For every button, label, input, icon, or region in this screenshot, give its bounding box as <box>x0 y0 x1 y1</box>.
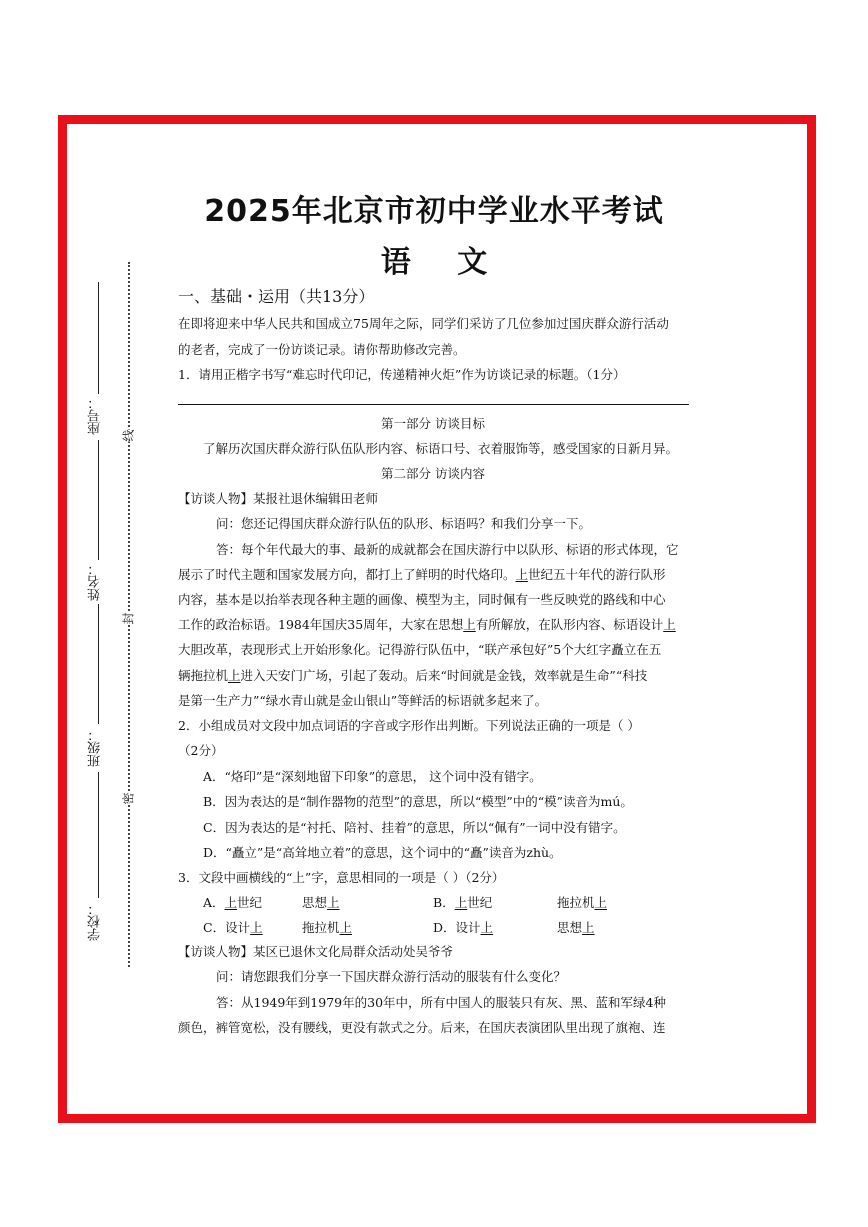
name-blank <box>98 440 99 560</box>
class-blank <box>98 604 99 724</box>
q3-option-c-2: 拖拉机上 <box>302 920 353 935</box>
q2-option-b: B．因为表达的是“制作器物的范型”的意思，所以“模型”中的“模”读音为mú。 <box>203 794 633 809</box>
seat-number-label: 座号： <box>88 396 103 435</box>
interviewee-2: 【访谈人物】某区已退休文化局群众活动处吴爷爷 <box>178 944 454 959</box>
answer-text-1-line5: 大胆改革，表现形式上开始形象化。记得游行队伍中，“联产承包好”5个大红字矗立在五 <box>178 642 662 657</box>
interviewee-1: 【访谈人物】某报社退休编辑田老师 <box>178 491 379 506</box>
q3-option-c: C．设计上 <box>203 920 263 935</box>
school-label: 学校： <box>88 902 103 941</box>
intro-text: 在即将迎来中华人民共和国成立75周年之际，同学们采访了几位参加过国庆群众游行活动 <box>178 316 669 331</box>
q3-option-a: A．上世纪 <box>203 895 263 910</box>
q3-option-d-2: 思想上 <box>557 920 595 935</box>
answer-text-1-line2: 展示了时代主题和国家发展方向，都打上了鲜明的时代烙印。上世纪五十年代的游行队形 <box>178 567 666 582</box>
name-label: 姓名： <box>88 562 103 601</box>
exam-title: 2025年北京市初中学业水平考试 <box>204 194 664 229</box>
question-text-2: 问：请您跟我们分享一下国庆群众游行活动的服装有什么变化？ <box>216 969 567 984</box>
q3-option-b-2: 拖拉机上 <box>557 895 608 910</box>
answer-text-1-line3: 内容，基本是以抬举表现各种主题的画像、模型为主，同时佩有一些反映党的路线和中心 <box>178 592 666 607</box>
q2-option-d: D．“矗立”是“高耸地立着”的意思，这个词中的“矗”读音为zhù。 <box>203 845 562 860</box>
q3-option-a-2: 思想上 <box>302 895 340 910</box>
seal-mark-seal: 封 <box>118 612 139 624</box>
question-1: 1．请用正楷字书写“难忘时代印记，传递精神火炬”作为访谈记录的标题。（1分） <box>178 367 626 382</box>
question-3: 3．文段中画横线的“上”字，意思相同的一项是（ ）（2分） <box>178 870 505 885</box>
question-text-1: 问：您还记得国庆群众游行队伍的队形、标语吗？和我们分享一下。 <box>216 516 592 531</box>
school-blank <box>98 772 99 898</box>
q3-option-d: D．设计上 <box>433 920 494 935</box>
answer-text-1-line7: 是第一生产力”“绿水青山就是金山银山”等鲜活的标语就多起来了。 <box>178 693 548 708</box>
q2-option-c: C．因为表达的是“衬托、陪衬、挂着”的意思，所以“佩有”一词中没有错字。 <box>203 820 626 835</box>
answer-line <box>178 404 689 405</box>
q3-option-b: B．上世纪 <box>433 895 493 910</box>
part2-heading: 第二部分 访谈内容 <box>381 466 485 481</box>
class-label: 班级： <box>88 728 103 767</box>
seal-mark-secret: 密 <box>118 792 139 804</box>
answer-text-2-line2: 颜色，裤管宽松，没有腰线，更没有款式之分。后来，在国庆表演团队里出现了旗袍、连 <box>178 1020 666 1035</box>
part1-heading: 第一部分 访谈目标 <box>381 416 485 431</box>
answer-text-2: 答：从1949年到1979年的30年中，所有中国人的服装只有灰、黑、蓝和军绿4种 <box>216 995 666 1010</box>
question-2: 2．小组成员对文段中加点词语的字音或字形作出判断。下列说法正确的一项是（ ） <box>178 718 640 733</box>
seal-mark-line: 线 <box>118 429 139 441</box>
part1-text: 了解历次国庆群众游行队伍队形内容、标语口号、衣着服饰等，感受国家的日新月异。 <box>203 441 679 456</box>
intro-text-cont: 的老者，完成了一份访谈记录。请你帮助修改完善。 <box>178 342 466 357</box>
answer-text-1: 答：每个年代最大的事、最新的成就都会在国庆游行中以队形、标语的形式体现，它 <box>216 542 679 557</box>
seat-number-blank <box>98 282 99 394</box>
subject-title: 语 文 <box>380 245 506 280</box>
section-heading: 一、基础・运用（共13分） <box>178 287 375 306</box>
question-2-score: （2分） <box>178 743 224 758</box>
answer-text-1-line6: 辆拖拉机上进入天安门广场，引起了轰动。后来“时间就是金钱，效率就是生命”“科技 <box>178 668 648 683</box>
answer-text-1-line4: 工作的政治标语。1984年国庆35周年，大家在思想上有所解放，在队形内容、标语设计上 <box>178 617 676 632</box>
q2-option-a: A．“烙印”是“深刻地留下印象”的意思， 这个词中没有错字。 <box>203 769 542 784</box>
